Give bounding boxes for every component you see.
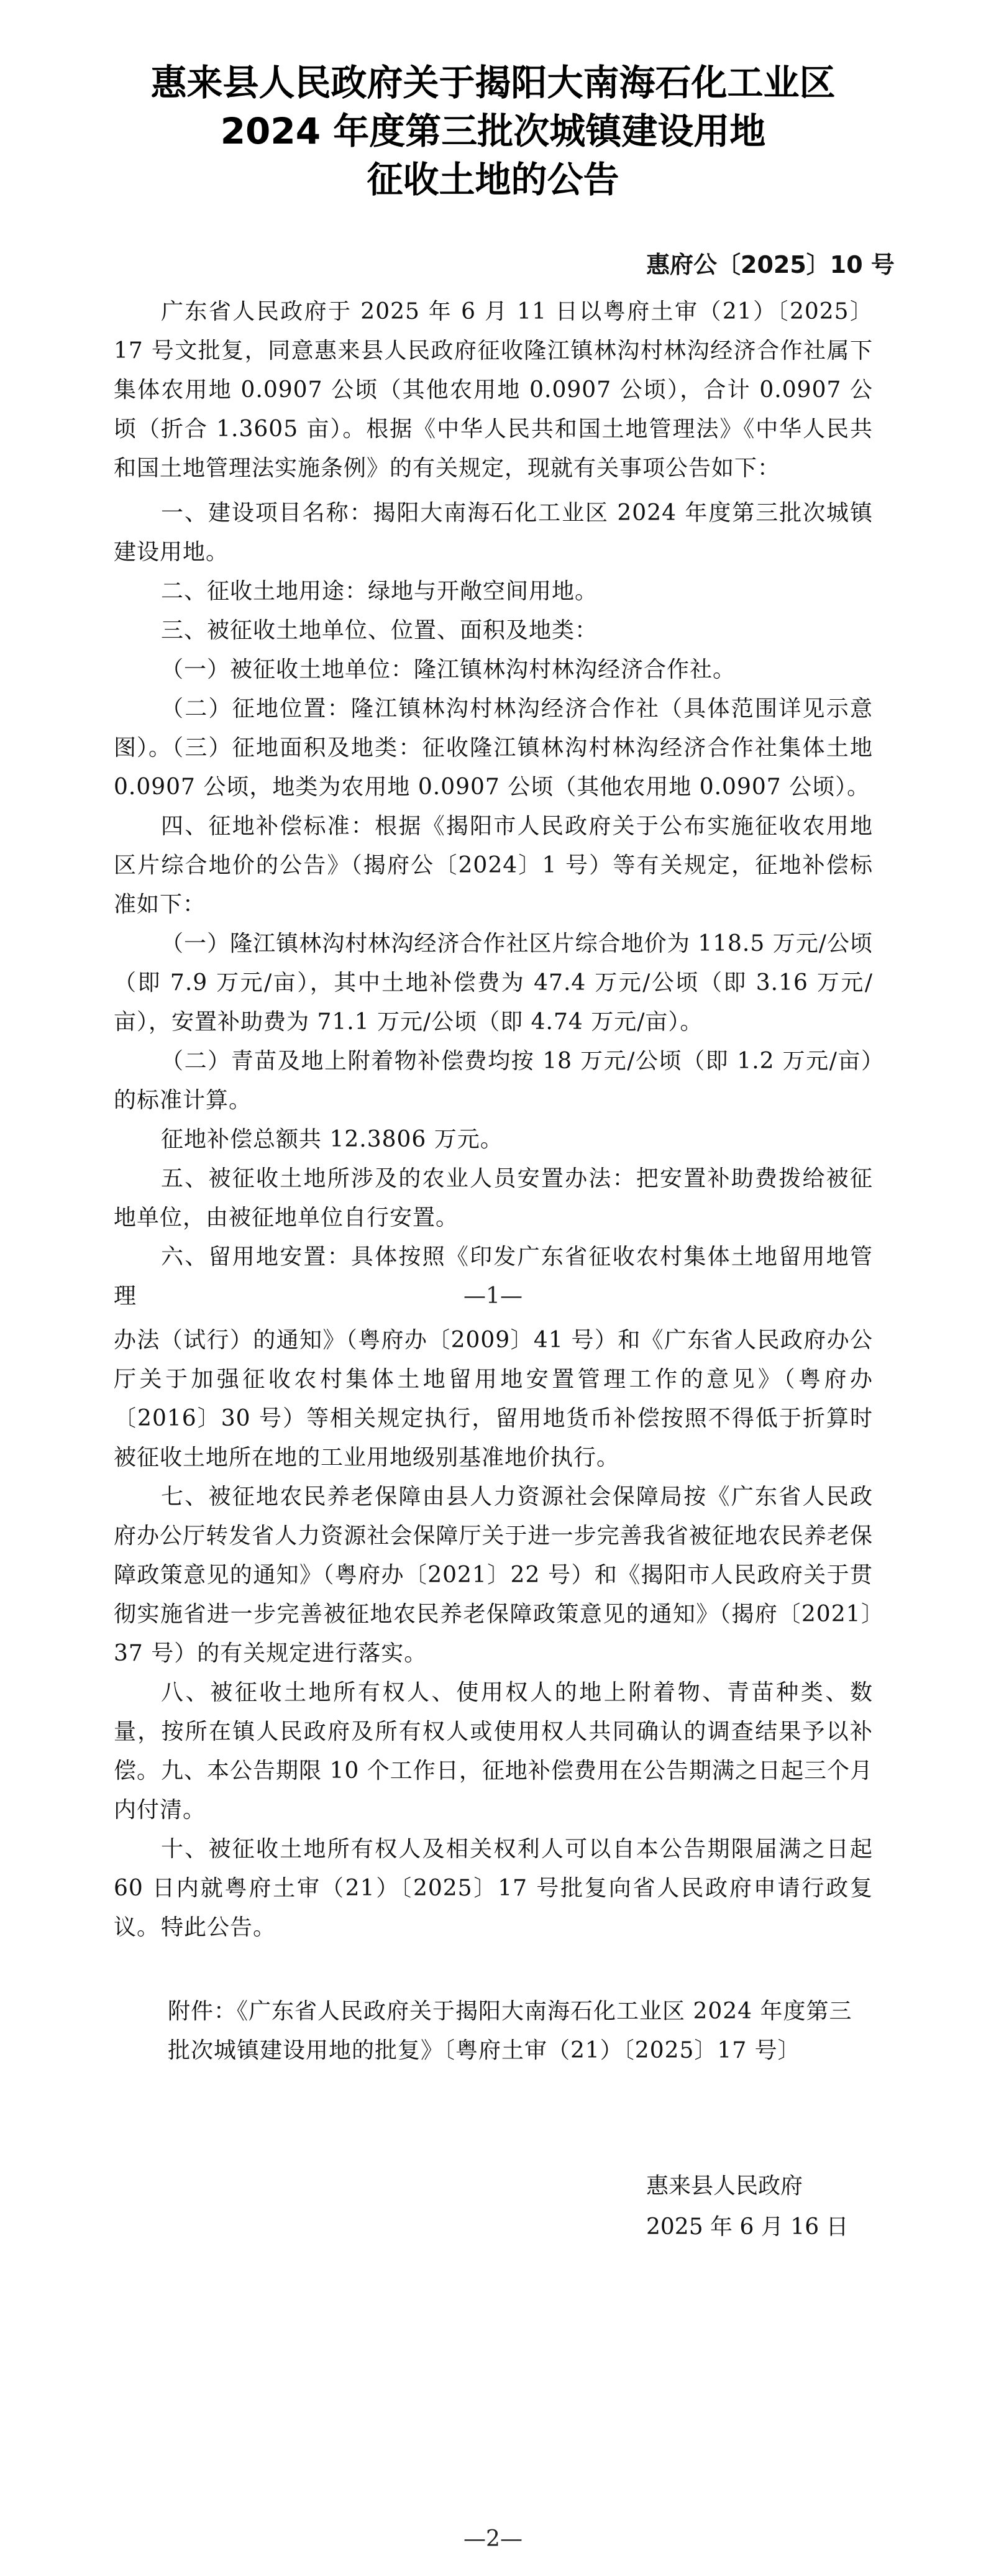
attachment-text: 《广东省人民政府关于揭阳大南海石化工业区 2024 年度第三批次城镇建设用地的批复》〔粤府土审（21）〔2025〕17 号〕 <box>168 1999 852 2063</box>
attachment-label: 附件： <box>168 1999 237 2024</box>
item-6-continued: 办法（试行）的通知》（粤府办〔2009〕41 号）和《广东省人民政府办公厅关于加强征收农村集体土地留用地安置管理工作的意见》（粤府办〔2016〕30 号）等相关规定执行，留用地货币补偿按照不得低于折算时被征收土地所在地的工业用地级别基准地价执行。 <box>114 1327 873 1470</box>
page-number-1: —1— <box>463 1283 523 1309</box>
intro-paragraph: 广东省人民政府于 2025 年 6 月 11 日以粤府土审（21）〔2025〕17 号文批复，同意惠来县人民政府征收隆江镇林沟村林沟经济合作社属下集体农用地 0.0907 公顷（其他农用地 0.0907 公顷），合计 0.0907 公顷（折合 1.3605 亩）。根据《中华人民共和国土地管理法》《中华人民共和国土地管理法实施条例》的有关规定，现就有关事项公告如下： <box>114 299 873 481</box>
item-9-period: 九、本公告期限 10 个工作日，征地补偿费用在公告期满之日起三个月内付清。 <box>114 1758 873 1823</box>
item-3-1-unit: （一）被征收土地单位：隆江镇林沟村林沟经济合作社。 <box>161 657 736 682</box>
item-8-attachments: 八、被征收土地所有权人、使用权人的地上附着物、青苗种类、数量，按所在镇人民政府及所有权人或使用权人共同确认的调查结果予以补偿。 <box>114 1680 873 1784</box>
document-number: 惠府公〔2025〕10 号 <box>646 251 895 278</box>
compensation-total: 征地补偿总额共 12.3806 万元。 <box>161 1127 503 1152</box>
item-10-review: 十、被征收土地所有权人及相关权利人可以自本公告期限届满之日起 60 日内就粤府土审（21）〔2025〕17 号批复向省人民政府申请行政复议。 <box>114 1836 873 1940</box>
document-page-2 <box>0 1302 986 2576</box>
title-line-2: 2024 年度第三批次城镇建设用地 <box>220 110 766 152</box>
item-3-2-location: （二）征地位置：隆江镇林沟村林沟经济合作社（具体范围详见示意图）。 <box>114 696 873 761</box>
item-2-land-use: 二、征收土地用途：绿地与开敞空间用地。 <box>161 579 598 604</box>
page-number-2: —2— <box>463 2526 523 2552</box>
item-1-project-name: 一、建设项目名称：揭阳大南海石化工业区 2024 年度第三批次城镇建设用地。 <box>114 500 873 565</box>
closing-statement: 特此公告。 <box>161 1915 276 1940</box>
item-4-1-land-price: （一）隆江镇林沟村林沟经济合作社区片综合地价为 118.5 万元/公顷（即 7.9 万元/亩），其中土地补偿费为 47.4 万元/公顷（即 3.16 万元/亩），安置补助费为 71.1 万元/公顷（即 4.74 万元/亩）。 <box>114 931 873 1035</box>
attachment-block <box>168 1992 870 2070</box>
signer: 惠来县人民政府 <box>646 2173 803 2199</box>
title-line-3: 征收土地的公告 <box>367 158 619 201</box>
item-4-compensation-standard: 四、征地补偿标准：根据《揭阳市人民政府关于公布实施征收农用地区片综合地价的公告》（揭府公〔2024〕1 号）等有关规定，征地补偿标准如下： <box>114 814 873 917</box>
item-3-3-area: （三）征地面积及地类：征收隆江镇林沟村林沟经济合作社集体土地 0.0907 公顷，地类为农用地 0.0907 公顷（其他农用地 0.0907 公顷）。 <box>114 735 873 800</box>
sign-date: 2025 年 6 月 16 日 <box>646 2214 849 2240</box>
item-5-resettlement: 五、被征收土地所涉及的农业人员安置办法：把安置补助费拨给被征地单位，由被征地单位自行安置。 <box>114 1166 873 1231</box>
item-6-reserved-land: 六、留用地安置：具体按照《印发广东省征收农村集体土地留用地管理 <box>114 1244 873 1309</box>
item-7-pension: 七、被征地农民养老保障由县人力资源社会保障局按《广东省人民政府办公厅转发省人力资源社会保障厅关于进一步完善我省被征地农民养老保障政策意见的通知》（粤府办〔2021〕22 号）和《揭阳市人民政府关于贯彻实施省进一步完善被征地农民养老保障政策意见的通知》（揭府〔2021〕37 号）的有关规定进行落实。 <box>114 1484 873 1666</box>
item-3-heading: 三、被征收土地单位、位置、面积及地类： <box>161 618 598 643</box>
title-line-1: 惠来县人民政府关于揭阳大南海石化工业区 <box>150 62 836 104</box>
item-4-2-crops: （二）青苗及地上附着物补偿费均按 18 万元/公顷（即 1.2 万元/亩）的标准计算。 <box>114 1048 873 1113</box>
